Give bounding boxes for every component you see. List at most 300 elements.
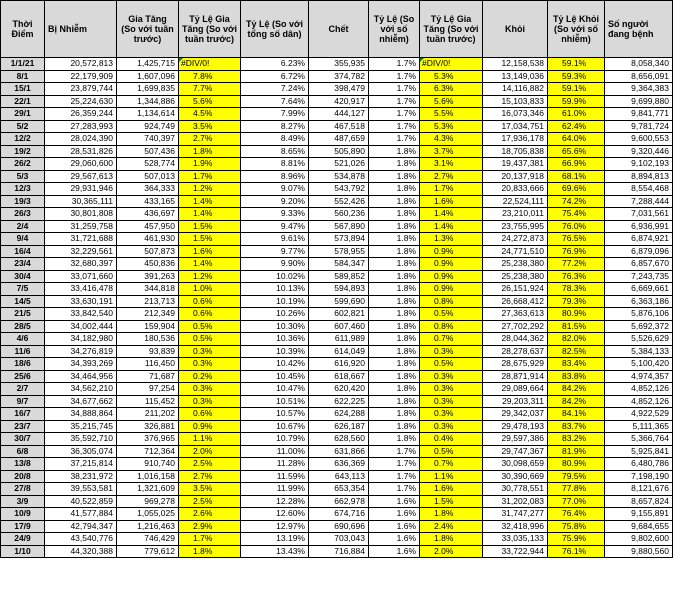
cell-infected: 32,229,561 (45, 245, 117, 258)
cell-increase-rate: 1.4% (179, 208, 241, 221)
cell-increase: 969,278 (117, 495, 179, 508)
cell-recovered: 33,035,133 (483, 533, 548, 546)
cell-recovery-rate: 84.2% (548, 395, 605, 408)
cell-active: 8,894,813 (605, 170, 673, 183)
cell-deaths: 674,716 (309, 508, 369, 521)
cell-increase-rate: 0.3% (179, 383, 241, 396)
cell-active: 7,288,444 (605, 195, 673, 208)
cell-recovered: 23,755,995 (483, 220, 548, 233)
cell-recovered: 30,098,659 (483, 458, 548, 471)
cell-recovered: 28,871,914 (483, 370, 548, 383)
cell-recovery-rate: 76.0% (548, 220, 605, 233)
cell-death-rate: 1.8% (369, 370, 420, 383)
cell-death-rate: 1.6% (369, 533, 420, 546)
cell-death-increase-rate: 0.9% (420, 270, 483, 283)
cell-increase: 1,699,835 (117, 83, 179, 96)
cell-deaths: 567,890 (309, 220, 369, 233)
cell-increase: 159,904 (117, 320, 179, 333)
cell-infected: 32,680,397 (45, 258, 117, 271)
cell-increase: 97,254 (117, 383, 179, 396)
cell-recovered: 29,342,037 (483, 408, 548, 421)
cell-recovered: 31,202,083 (483, 495, 548, 508)
cell-death-increase-rate: 0.3% (420, 420, 483, 433)
cell-death-rate: 1.8% (369, 395, 420, 408)
cell-increase-rate: 0.3% (179, 345, 241, 358)
cell-increase-rate: 2.7% (179, 133, 241, 146)
cell-recovery-rate: 64.0% (548, 133, 605, 146)
cell-increase: 528,774 (117, 158, 179, 171)
cell-rate-vs-population: 10.30% (241, 320, 309, 333)
cell-rate-vs-population: 9.47% (241, 220, 309, 233)
cell-increase: 213,713 (117, 295, 179, 308)
table-row (1, 83, 673, 96)
cell-death-rate: 1.8% (369, 195, 420, 208)
cell-death-increase-rate: 1.3% (420, 233, 483, 246)
cell-recovered: 19,437,381 (483, 158, 548, 171)
cell-infected: 33,842,540 (45, 308, 117, 321)
cell-date: 30/4 (1, 270, 45, 283)
cell-death-increase-rate: 2.4% (420, 520, 483, 533)
cell-increase-rate: 0.6% (179, 308, 241, 321)
table-row (1, 333, 673, 346)
cell-recovered: 26,151,924 (483, 283, 548, 296)
cell-increase-rate: 0.9% (179, 420, 241, 433)
cell-increase: 910,740 (117, 458, 179, 471)
cell-date: 8/1 (1, 70, 45, 83)
cell-recovered: 23,210,011 (483, 208, 548, 221)
cell-active: 5,876,106 (605, 308, 673, 321)
cell-rate-vs-population: 7.24% (241, 83, 309, 96)
cell-increase-rate: 7.8% (179, 70, 241, 83)
table-row (1, 158, 673, 171)
header-increase-rate: Tỷ Lệ Gia Tăng (So với tuần trước) (179, 1, 241, 58)
cell-death-rate: 1.8% (369, 295, 420, 308)
cell-death-rate: 1.8% (369, 208, 420, 221)
cell-date: 6/8 (1, 445, 45, 458)
cell-recovery-rate: 76.1% (548, 545, 605, 558)
cell-recovered: 13,149,036 (483, 70, 548, 83)
cell-death-rate: 1.7% (369, 58, 420, 71)
cell-active: 5,925,841 (605, 445, 673, 458)
cell-death-increase-rate: 0.3% (420, 395, 483, 408)
cell-active: 9,364,383 (605, 83, 673, 96)
cell-recovery-rate: 65.6% (548, 145, 605, 158)
table-row (1, 308, 673, 321)
cell-active: 4,852,126 (605, 383, 673, 396)
table-row (1, 470, 673, 483)
cell-date: 2/4 (1, 220, 45, 233)
cell-increase-rate: 2.6% (179, 508, 241, 521)
cell-death-rate: 1.8% (369, 345, 420, 358)
cell-death-rate: 1.8% (369, 220, 420, 233)
header-row (1, 1, 673, 58)
cell-active: 9,781,724 (605, 120, 673, 133)
cell-recovered: 25,238,380 (483, 258, 548, 271)
cell-infected: 29,931,946 (45, 183, 117, 196)
cell-increase-rate: 1.2% (179, 183, 241, 196)
cell-recovered: 16,073,346 (483, 108, 548, 121)
cell-infected: 42,794,347 (45, 520, 117, 533)
cell-deaths: 602,821 (309, 308, 369, 321)
cell-recovered: 14,116,882 (483, 83, 548, 96)
cell-rate-vs-population: 11.00% (241, 445, 309, 458)
cell-date: 22/1 (1, 95, 45, 108)
cell-date: 18/6 (1, 358, 45, 371)
cell-recovery-rate: 84.2% (548, 383, 605, 396)
cell-date: 1/1/21 (1, 58, 45, 71)
cell-death-rate: 1.8% (369, 183, 420, 196)
cell-infected: 30,365,111 (45, 195, 117, 208)
cell-rate-vs-population: 10.51% (241, 395, 309, 408)
cell-recovery-rate: 82.0% (548, 333, 605, 346)
cell-increase: 180,536 (117, 333, 179, 346)
cell-date: 10/9 (1, 508, 45, 521)
cell-recovery-rate: 62.4% (548, 120, 605, 133)
cell-death-increase-rate: 6.3% (420, 83, 483, 96)
cell-increase: 364,333 (117, 183, 179, 196)
cell-infected: 40,522,859 (45, 495, 117, 508)
cell-increase-rate: 1.2% (179, 270, 241, 283)
cell-increase: 93,839 (117, 345, 179, 358)
table-row (1, 108, 673, 121)
cell-increase-rate: 1.6% (179, 245, 241, 258)
table-row (1, 270, 673, 283)
cell-infected: 26,359,244 (45, 108, 117, 121)
cell-infected: 29,567,613 (45, 170, 117, 183)
cell-rate-vs-population: 12.28% (241, 495, 309, 508)
cell-date: 23/4 (1, 258, 45, 271)
cell-deaths: 594,893 (309, 283, 369, 296)
cell-rate-vs-population: 10.26% (241, 308, 309, 321)
table-row (1, 520, 673, 533)
table-row (1, 245, 673, 258)
cell-rate-vs-population: 12.97% (241, 520, 309, 533)
cell-date: 4/6 (1, 333, 45, 346)
header-rate-vs-population: Tỷ Lệ (So với tổng số dân) (241, 1, 309, 58)
cell-death-rate: 1.7% (369, 83, 420, 96)
cell-active: 6,857,670 (605, 258, 673, 271)
cell-rate-vs-population: 10.39% (241, 345, 309, 358)
table-row (1, 320, 673, 333)
cell-death-increase-rate: 5.6% (420, 95, 483, 108)
cell-death-rate: 1.6% (369, 520, 420, 533)
cell-date: 1/10 (1, 545, 45, 558)
cell-death-increase-rate: 0.7% (420, 333, 483, 346)
cell-recovery-rate: 66.9% (548, 158, 605, 171)
cell-recovery-rate: 74.2% (548, 195, 605, 208)
cell-deaths: 636,369 (309, 458, 369, 471)
cell-increase: 779,612 (117, 545, 179, 558)
cell-deaths: 505,890 (309, 145, 369, 158)
cell-death-rate: 1.6% (369, 508, 420, 521)
cell-recovery-rate: 82.5% (548, 345, 605, 358)
cell-death-increase-rate: 0.9% (420, 283, 483, 296)
cell-increase: 924,749 (117, 120, 179, 133)
header-recovery-rate: Tỷ Lệ Khỏi (So với số nhiễm) (548, 1, 605, 58)
table-row (1, 420, 673, 433)
cell-increase-rate: 2.5% (179, 495, 241, 508)
cell-date: 29/1 (1, 108, 45, 121)
cell-rate-vs-population: 9.61% (241, 233, 309, 246)
cell-active: 5,366,764 (605, 433, 673, 446)
cell-deaths: 631,866 (309, 445, 369, 458)
cell-increase-rate: 0.2% (179, 370, 241, 383)
cell-infected: 35,215,745 (45, 420, 117, 433)
cell-death-rate: 1.8% (369, 233, 420, 246)
cell-recovered: 33,722,944 (483, 545, 548, 558)
table-row (1, 445, 673, 458)
cell-rate-vs-population: 8.49% (241, 133, 309, 146)
cell-active: 4,922,529 (605, 408, 673, 421)
cell-death-increase-rate: 1.1% (420, 470, 483, 483)
cell-active: 6,480,786 (605, 458, 673, 471)
cell-date: 11/6 (1, 345, 45, 358)
cell-active: 6,669,661 (605, 283, 673, 296)
cell-death-rate: 1.7% (369, 133, 420, 146)
cell-recovered: 17,936,178 (483, 133, 548, 146)
cell-increase-rate: 1.0% (179, 283, 241, 296)
cell-date: 30/7 (1, 433, 45, 446)
cell-death-increase-rate: 1.5% (420, 495, 483, 508)
cell-date: 16/7 (1, 408, 45, 421)
cell-increase: 433,165 (117, 195, 179, 208)
cell-rate-vs-population: 11.59% (241, 470, 309, 483)
cell-recovery-rate: 78.3% (548, 283, 605, 296)
table-row (1, 258, 673, 271)
cell-active: 5,111,365 (605, 420, 673, 433)
cell-infected: 33,630,191 (45, 295, 117, 308)
table-row (1, 533, 673, 546)
table-body (1, 58, 673, 558)
cell-increase: 507,013 (117, 170, 179, 183)
cell-active: 8,058,340 (605, 58, 673, 71)
cell-recovery-rate: 83.7% (548, 420, 605, 433)
cell-infected: 41,577,884 (45, 508, 117, 521)
cell-death-increase-rate: 0.5% (420, 308, 483, 321)
cell-increase-rate: 0.6% (179, 295, 241, 308)
cell-increase-rate: 1.1% (179, 433, 241, 446)
cell-death-increase-rate: 0.8% (420, 320, 483, 333)
cell-recovered: 29,203,311 (483, 395, 548, 408)
cell-deaths: 584,347 (309, 258, 369, 271)
cell-active: 8,656,091 (605, 70, 673, 83)
table-row (1, 295, 673, 308)
cell-recovered: 15,103,833 (483, 95, 548, 108)
cell-recovered: 20,137,918 (483, 170, 548, 183)
cell-recovery-rate: 84.1% (548, 408, 605, 421)
cell-increase: 1,216,463 (117, 520, 179, 533)
table-row (1, 495, 673, 508)
cell-deaths: 611,989 (309, 333, 369, 346)
cell-death-increase-rate: 0.8% (420, 295, 483, 308)
cell-infected: 29,060,600 (45, 158, 117, 171)
cell-death-increase-rate: 0.3% (420, 408, 483, 421)
cell-date: 15/1 (1, 83, 45, 96)
cell-death-rate: 1.8% (369, 258, 420, 271)
cell-increase-rate: 1.9% (179, 158, 241, 171)
cell-date: 17/9 (1, 520, 45, 533)
cell-deaths: 398,479 (309, 83, 369, 96)
cell-date: 3/9 (1, 495, 45, 508)
cell-active: 6,879,096 (605, 245, 673, 258)
cell-date: 7/5 (1, 283, 45, 296)
cell-recovery-rate: 76.4% (548, 508, 605, 521)
cell-increase: 344,818 (117, 283, 179, 296)
cell-rate-vs-population: 9.20% (241, 195, 309, 208)
cell-recovery-rate: 80.9% (548, 308, 605, 321)
cell-increase-rate: 0.3% (179, 358, 241, 371)
cell-infected: 38,231,972 (45, 470, 117, 483)
cell-infected: 23,879,744 (45, 83, 117, 96)
cell-infected: 25,224,630 (45, 95, 117, 108)
cell-increase-rate: #DIV/0! (179, 58, 241, 71)
header-recovered: Khỏi (483, 1, 548, 58)
cell-increase: 326,881 (117, 420, 179, 433)
table-row (1, 395, 673, 408)
cell-recovered: 29,478,193 (483, 420, 548, 433)
cell-increase: 1,055,025 (117, 508, 179, 521)
header-death-increase-rate: Tỷ Lệ Gia Tăng (So với tuần trước) (420, 1, 483, 58)
cell-deaths: 444,127 (309, 108, 369, 121)
cell-death-increase-rate: 0.4% (420, 433, 483, 446)
cell-recovery-rate: 81.5% (548, 320, 605, 333)
cell-recovery-rate: 77.0% (548, 495, 605, 508)
cell-increase: 1,425,715 (117, 58, 179, 71)
cell-rate-vs-population: 10.57% (241, 408, 309, 421)
cell-deaths: 599,690 (309, 295, 369, 308)
cell-rate-vs-population: 10.13% (241, 283, 309, 296)
cell-death-rate: 1.8% (369, 320, 420, 333)
cell-rate-vs-population: 9.90% (241, 258, 309, 271)
cell-date: 12/3 (1, 183, 45, 196)
cell-infected: 31,259,758 (45, 220, 117, 233)
cell-active: 6,363,186 (605, 295, 673, 308)
cell-deaths: 662,978 (309, 495, 369, 508)
cell-death-increase-rate: 1.4% (420, 220, 483, 233)
cell-active: 5,384,133 (605, 345, 673, 358)
cell-recovered: 29,747,367 (483, 445, 548, 458)
header-active: Số người đang bệnh (605, 1, 673, 58)
cell-recovery-rate: 80.9% (548, 458, 605, 471)
cell-rate-vs-population: 11.99% (241, 483, 309, 496)
cell-recovered: 25,238,380 (483, 270, 548, 283)
cell-death-increase-rate: 2.0% (420, 545, 483, 558)
cell-death-increase-rate: 0.7% (420, 458, 483, 471)
cell-death-rate: 1.7% (369, 70, 420, 83)
cell-infected: 30,801,808 (45, 208, 117, 221)
cell-date: 13/8 (1, 458, 45, 471)
table-row (1, 233, 673, 246)
cell-death-increase-rate: 1.4% (420, 208, 483, 221)
table-row (1, 120, 673, 133)
cell-deaths: 703,043 (309, 533, 369, 546)
cell-increase: 1,607,096 (117, 70, 179, 83)
cell-rate-vs-population: 12.60% (241, 508, 309, 521)
cell-death-increase-rate: 3.1% (420, 158, 483, 171)
cell-death-rate: 1.8% (369, 420, 420, 433)
cell-deaths: 618,667 (309, 370, 369, 383)
cell-death-increase-rate: 1.6% (420, 483, 483, 496)
cell-death-rate: 1.7% (369, 483, 420, 496)
cell-death-increase-rate: 0.5% (420, 445, 483, 458)
cell-deaths: 716,884 (309, 545, 369, 558)
cell-death-increase-rate: 3.7% (420, 145, 483, 158)
cell-death-increase-rate: 0.9% (420, 245, 483, 258)
cell-recovered: 22,524,111 (483, 195, 548, 208)
cell-recovery-rate: 79.3% (548, 295, 605, 308)
cell-deaths: 552,426 (309, 195, 369, 208)
cell-rate-vs-population: 9.07% (241, 183, 309, 196)
cell-deaths: 578,955 (309, 245, 369, 258)
cell-infected: 28,531,826 (45, 145, 117, 158)
cell-recovery-rate: 83.4% (548, 358, 605, 371)
cell-rate-vs-population: 11.28% (241, 458, 309, 471)
table-row (1, 345, 673, 358)
table-row (1, 95, 673, 108)
cell-infected: 34,677,662 (45, 395, 117, 408)
header-increase: Gia Tăng (So với tuần trước) (117, 1, 179, 58)
cell-increase: 115,452 (117, 395, 179, 408)
cell-increase: 71,687 (117, 370, 179, 383)
table-row (1, 433, 673, 446)
cell-death-rate: 1.8% (369, 433, 420, 446)
cell-deaths: 653,354 (309, 483, 369, 496)
header-death-rate: Tỷ Lệ (So với số nhiễm) (369, 1, 420, 58)
cell-increase: 507,436 (117, 145, 179, 158)
cell-increase: 1,016,158 (117, 470, 179, 483)
cell-recovery-rate: 83.8% (548, 370, 605, 383)
cell-deaths: 534,878 (309, 170, 369, 183)
cell-death-rate: 1.8% (369, 270, 420, 283)
cell-deaths: 420,917 (309, 95, 369, 108)
cell-recovered: 12,158,538 (483, 58, 548, 71)
cell-increase-rate: 2.7% (179, 470, 241, 483)
cell-infected: 34,182,980 (45, 333, 117, 346)
cell-recovered: 28,044,362 (483, 333, 548, 346)
cell-recovery-rate: 76.5% (548, 233, 605, 246)
cell-infected: 31,721,688 (45, 233, 117, 246)
cell-date: 21/5 (1, 308, 45, 321)
table-row (1, 458, 673, 471)
table-row (1, 483, 673, 496)
cell-death-rate: 1.8% (369, 333, 420, 346)
cell-rate-vs-population: 10.47% (241, 383, 309, 396)
cell-deaths: 690,696 (309, 520, 369, 533)
cell-increase-rate: 5.6% (179, 95, 241, 108)
cell-active: 7,031,561 (605, 208, 673, 221)
cell-rate-vs-population: 6.23% (241, 58, 309, 71)
cell-recovery-rate: 69.6% (548, 183, 605, 196)
cell-rate-vs-population: 8.96% (241, 170, 309, 183)
cell-active: 8,554,468 (605, 183, 673, 196)
cell-increase-rate: 1.5% (179, 220, 241, 233)
cell-infected: 28,024,390 (45, 133, 117, 146)
cell-increase: 212,349 (117, 308, 179, 321)
cell-death-increase-rate: 5.3% (420, 120, 483, 133)
cell-recovery-rate: 76.9% (548, 245, 605, 258)
cell-increase-rate: 1.8% (179, 545, 241, 558)
cell-infected: 43,540,776 (45, 533, 117, 546)
cell-recovered: 30,390,669 (483, 470, 548, 483)
cell-date: 5/3 (1, 170, 45, 183)
cell-death-rate: 1.7% (369, 445, 420, 458)
cell-death-increase-rate: 0.3% (420, 345, 483, 358)
cell-infected: 34,002,444 (45, 320, 117, 333)
cell-increase-rate: 0.5% (179, 320, 241, 333)
cell-increase-rate: 1.8% (179, 145, 241, 158)
cell-rate-vs-population: 10.67% (241, 420, 309, 433)
cell-death-rate: 1.8% (369, 245, 420, 258)
